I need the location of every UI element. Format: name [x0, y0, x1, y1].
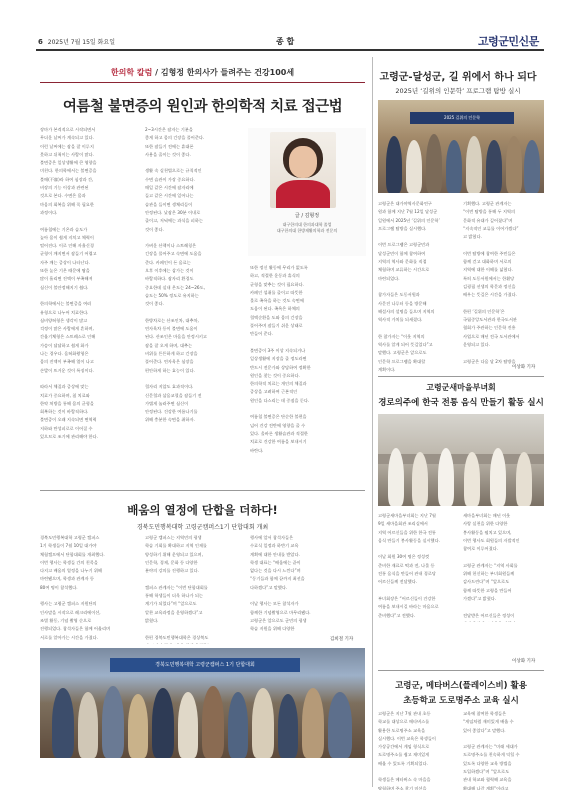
text-line: “동기들과 함께 끝까지 최선을 — [250, 576, 305, 582]
text-line: 치료가 중요하며, 침 치료와 — [40, 392, 90, 398]
columnist-name: 글 / 김형정 — [294, 213, 320, 219]
masthead: 고령군민신문 — [478, 35, 539, 48]
text-line: 것이 좋다. — [145, 226, 164, 232]
text-line: 생활 속 실천법으로는 규칙적인 — [145, 168, 202, 174]
text-line: 물로 족욕을 하는 것도 숙면에 — [250, 298, 304, 304]
text-line: 함께 걷고 대화하며 서로의 — [463, 259, 512, 265]
text-line: 역사적 가치를 되새겼다. — [378, 317, 423, 323]
text-line: 참여로 이루어졌다. — [463, 546, 499, 552]
text-line: 관내 학교와 협력해 교육을 — [463, 777, 512, 783]
text-line: 김굉필 선생의 학문과 정신을 — [463, 283, 516, 289]
text-line: 이날 행사는 모든 참석자가 — [250, 601, 299, 607]
text-line — [40, 642, 140, 644]
text-line: 말했다. 고령군은 앞으로도 — [378, 350, 427, 356]
text-line: 새마을부녀회는 매년 이웃 — [463, 513, 511, 518]
text-line: 회복하는 것이 바람직하다. — [40, 409, 89, 415]
text-line: 활용한 도로명주소 교육을 — [378, 727, 426, 733]
text-line: 사용을 줄이는 것이 좋다. — [145, 151, 191, 157]
text-line: 신문혈과 삼음교혈을 잠들기 전 — [145, 392, 202, 398]
text-line — [463, 241, 544, 249]
story2-photo-banner: 경북도민행복대학 고령군캠퍼스 1기 단합대회 — [110, 658, 300, 672]
text-line: 수면 습관이 가장 중요하다. — [145, 176, 195, 182]
text-line: 도로명주소를 친숙하게 익힐 수 — [463, 752, 520, 758]
story2-column-2 — [145, 534, 245, 644]
text-line: 있으므로 조기에 관리해야 한다. — [40, 433, 98, 439]
story2-column-3 — [250, 534, 365, 634]
text-line — [145, 159, 245, 167]
text-line: 된다. 산조인은 마음을 안정시키고 — [145, 334, 207, 340]
text-line: 이번 행사도 회원들의 자발적인 — [463, 537, 520, 543]
text-line: 음식 만들기 봉사활동을 실시했다. — [378, 537, 440, 543]
text-line: 한 참가자는 “이웃 지역의 — [378, 333, 425, 339]
text-line — [378, 324, 458, 332]
text-line: 전통 음식을 만들어 관내 경로당 — [378, 571, 436, 577]
lead-column-1 — [40, 126, 140, 472]
text-line — [378, 283, 458, 291]
text-line: 인사말을 시작으로 레크리에이션, — [40, 609, 101, 615]
text-line: 마련됐으며, 학생과 관계자 등 — [40, 576, 94, 582]
text-line: 넘어 건강 전반에 영향을 줄 수 — [250, 422, 306, 428]
text-line: 계획이다. — [378, 366, 396, 372]
text-line: 배울 수 있도록 기획되었다. — [378, 760, 428, 766]
right-section-rule-2 — [378, 670, 544, 671]
text-line: 고 밝혔다. — [463, 234, 482, 240]
text-line — [40, 592, 140, 600]
text-line: 한편 ‘길위의 인문학’은 — [463, 308, 505, 314]
section-divider — [40, 490, 365, 491]
story2-column-1 — [40, 534, 140, 644]
text-line: 고령군 관계자는 “미래 세대가 — [463, 744, 518, 750]
text-line: 특히 도동서원에서는 한훤당 — [463, 275, 515, 281]
right3-column-2 — [463, 710, 544, 790]
text-line: 것이 좋다. — [145, 301, 164, 307]
text-line: 한방차로는 산조인차, 대추차, — [145, 317, 199, 323]
text-line: 계획에 대한 안내를 받았다. — [250, 551, 300, 557]
text-line — [145, 375, 245, 383]
text-line: 한약 처방을 통해 몸의 균형을 — [40, 400, 94, 406]
text-line: 마음의 회복을 위해 꼭 필요한 — [40, 201, 94, 207]
text-line: 한편 경북도민행복대학은 경상북도 — [145, 634, 209, 640]
text-line: 고령군은 대가야역사문화연구 — [378, 201, 432, 206]
text-line: 해설사의 설명을 들으며 지역의 — [378, 308, 435, 314]
text-line: 이날 회원 30여 명은 정성껏 — [378, 554, 430, 560]
text-line: 바람직하다. 잠자리 환경도 — [145, 276, 194, 282]
text-line: 도입하겠다”며 “앞으로도 — [463, 769, 510, 775]
lead-column-2 — [145, 126, 245, 472]
text-line: 이번 탐방에 참여한 주민들은 — [463, 250, 516, 256]
text-line: 바란다. — [250, 447, 264, 453]
right3-headline: 고령군, 메타버스(플레이스비) 활용 — [395, 681, 527, 691]
right3-headline-line2: 초등학교 도로명주소 교육 실시 — [403, 696, 519, 706]
text-line: 높아 몸이 쉽게 지치고 체력이 — [40, 234, 94, 240]
lead-headline: 여름철 불면증의 원인과 한의학적 치료 접근법 — [62, 98, 343, 115]
text-line: 참가자들은 도동서원과 — [378, 292, 420, 298]
text-line: 배우는 뜻깊은 시간을 가졌다. — [463, 292, 517, 298]
text-line: 부녀회장은 “어르신들이 건강한 — [378, 595, 436, 601]
text-line: 80여 명이 참석했다. — [40, 584, 78, 590]
text-line: 오후 이후에는 삼가는 것이 — [145, 268, 194, 274]
text-line: 프로그램 탐방을 실시했다. — [378, 225, 427, 231]
text-line: 체험캠프에서 단합대회를 개최했다. — [40, 551, 105, 557]
text-line: 분야의 강의를 진행하고 있다. — [145, 568, 199, 574]
text-line: 만들어 준다. — [250, 331, 273, 337]
text-line: 탐험하며 주소 찾기 미션을 — [378, 785, 427, 790]
text-line: 지역 어르신들을 위한 한국 전통 — [378, 529, 436, 535]
text-line — [378, 587, 458, 595]
text-line: 다지고 배움의 열정을 나누기 위해 — [40, 568, 102, 574]
text-line: 여름철 불면증은 단순한 불편을 — [250, 414, 307, 420]
text-line — [463, 300, 544, 308]
text-line: 연자육차 등이 불면에 도움이 — [145, 326, 198, 332]
text-line: 여름을 보내시길 바라는 마음으로 — [378, 604, 439, 610]
text-line: 마련되었다. — [378, 275, 400, 281]
text-line: 습도는 50% 정도로 유지하는 — [145, 292, 199, 298]
text-line: 가겠다”고 밝혔다. — [463, 595, 497, 601]
text-line: 준비한 재료로 떡과 전, 나물 등 — [378, 562, 435, 568]
text-line: 사랑 실천을 위한 다양한 — [463, 521, 508, 527]
text-line: 함께한 기념촬영으로 마무리됐다. — [250, 609, 311, 615]
text-line: 혈자리 지압도 효과적이다. — [145, 384, 194, 390]
text-line: 위해 헌신하는 부녀회원들께 — [463, 571, 515, 577]
kicker-rule — [40, 82, 365, 83]
text-line: 협회가 주관하는 인문학 진흥 — [463, 325, 516, 331]
text-line: 안정된다. 건강한 여름나기를 — [145, 409, 198, 415]
text-line: “게임처럼 재미있게 배울 수 — [463, 719, 514, 725]
right-section-rule-1 — [378, 376, 544, 377]
story2-headline: 배움의 열정에 단합을 더하다! — [127, 503, 278, 517]
text-line: 매일 같은 시간에 잠자리에 — [145, 185, 194, 191]
text-line: 카페인 섭취를 줄이고 따뜻한 — [250, 289, 303, 295]
text-line: 반드시 전문가와 상담하여 정확한 — [250, 364, 311, 370]
text-line: 떨어진다. 이로 인해 자율신경 — [40, 243, 94, 249]
text-line: 지역에 대한 이해를 넓혔다. — [463, 267, 513, 273]
text-line: 다하겠다”고 말했다. — [250, 584, 288, 590]
text-line — [463, 620, 544, 622]
text-line — [378, 768, 458, 776]
text-line — [250, 405, 365, 413]
right1-photo-banner: 2025 길위의 인문학 — [410, 112, 514, 124]
text-line: 원과 함께 지난 7월 12일 달성군 — [378, 209, 438, 215]
text-line: 2~3시간은 잠자는 기분을 — [145, 127, 193, 132]
issue-date: 2025년 7월 15일 화요일 — [47, 39, 116, 46]
text-line: 편안하게 하는 효능이 있다. — [145, 367, 195, 373]
text-line: 불면증이 3주 이상 지속되거나 — [250, 347, 306, 353]
columnist-credentials: 대구한의대 한의과대학 졸업 대구한의대 한방재활의학과 전문의 — [276, 222, 338, 234]
text-line: 증상을 고려하여 근본적인 — [250, 389, 298, 395]
text-line: 있어 좋았다”고 말했다. — [463, 727, 506, 733]
text-line: 운영되고 있다. — [463, 342, 490, 348]
text-line: 지역의 역사와 문화를 직접 — [378, 259, 427, 265]
right2-column-1 — [378, 512, 458, 622]
text-line: 일원에서 2025년 ‘길위의 인문학’ — [378, 217, 440, 223]
text-line: 고령군은 지난 7월 관내 초등 — [378, 711, 431, 716]
text-line: 행사에 앞서 참석자들은 — [250, 535, 294, 540]
text-line: 간울기체형은 스트레스로 인해 — [40, 334, 96, 340]
text-line: 또한 높은 기온 때문에 땀을 — [40, 268, 90, 274]
text-line: 줄이고, 저녁에는 과식을 피하는 — [145, 218, 203, 224]
text-line: 원인을 찾는 것이 중요하다. — [250, 372, 300, 378]
text-line: 중요한데 실내 온도는 24~26도, — [145, 284, 205, 290]
text-line — [145, 234, 245, 242]
text-line: 준다. 카페인이 든 음료는 — [145, 259, 191, 265]
text-line: 풀어주며 잠들기 쉬운 상태로 — [250, 323, 303, 329]
lead-kicker — [40, 67, 365, 78]
column-divider — [372, 57, 373, 787]
text-line: 좋게 하고 몸의 긴장을 풀어준다. — [145, 135, 205, 141]
text-line: 서로를 알아가는 시간을 가졌다. — [40, 634, 98, 640]
text-line: 고령군은 앞으로도 군민의 평생 — [250, 617, 307, 623]
text-line: 도움이 된다. 족욕은 하체의 — [250, 306, 300, 312]
text-line: 불면증은 일상생활에 큰 영향을 — [40, 160, 97, 166]
page-header-left — [38, 37, 115, 46]
text-line — [40, 292, 140, 300]
right2-column-2 — [463, 512, 544, 622]
text-line: 체험하며 교류하는 시간으로 — [378, 267, 430, 273]
text-line: 국립중앙도서관과 한국도서관 — [463, 317, 517, 323]
text-line: 통해 학생들이 더욱 하나가 되는 — [145, 593, 203, 599]
text-line: 여름철에는 기온과 습도가 — [40, 226, 88, 232]
right3-column-1 — [378, 710, 458, 790]
text-line: 따라서 체질과 증상에 맞는 — [40, 384, 89, 390]
text-line — [463, 735, 544, 743]
text-line: 한의학에서는 불면증을 여러 — [40, 301, 92, 307]
text-line: 인문학 프로그램을 확대할 — [378, 358, 426, 364]
text-line: 준비했다”고 전했다. — [378, 612, 416, 618]
text-line: 이번 프로그램은 고령군민과 — [378, 242, 430, 248]
text-line: 것으로 본다. 수면은 몸과 — [40, 193, 86, 199]
text-line: 잠을 잘 오게 하며, 대추는 — [145, 342, 193, 348]
text-line: 가상공간에서 게임 형식으로 — [378, 744, 430, 750]
text-line: 무더운 날씨가 계속되고 있다. — [40, 135, 94, 141]
right1-column-2 — [463, 200, 544, 364]
text-line: 없다는 것을 다시 느낀다”며 — [250, 568, 301, 574]
text-line: 균형이 깨지면서 잠들기 어렵고 — [40, 251, 97, 257]
text-line — [250, 592, 365, 600]
text-line: 가슴이 답답하고 쉽게 화가 — [40, 342, 89, 348]
right2-kicker: 고령군새마을부녀회 — [426, 383, 496, 392]
text-line: 함께 따뜻한 고령을 만들어 — [463, 587, 512, 593]
text-line: 기획했다. 고령군 관계자는 — [463, 201, 512, 206]
text-line — [250, 339, 365, 347]
text-line: 미친다. 한의학에서는 불면증을 — [40, 168, 97, 174]
right1-subheadline: 2025년 ‘길위의 인문학’ 프로그램 탐방 실시 — [395, 87, 521, 95]
story2-subheadline: 경북도민행복대학 고령군캠퍼스1기 단합대회 개최 — [136, 524, 269, 531]
text-line: 걱정이 많은 사람에게 흔하며, — [40, 326, 94, 332]
text-line: “지속적인 교류를 이어가겠다” — [463, 225, 519, 231]
text-line: 학습 기회를 확대하고 지역 인재를 — [145, 543, 207, 549]
text-line: 불면증이 오래 지속되면 면역력 — [40, 417, 97, 423]
text-line: 가볍게 눌러주면 심신이 — [145, 400, 189, 406]
text-line — [145, 575, 245, 583]
right1-headline: 고령군-달성군, 길 위에서 하나 되다 — [379, 72, 537, 83]
text-line: 균형을 맞추는 것이 필요하다. — [250, 281, 304, 287]
text-line — [463, 349, 544, 357]
right2-headline: 경로의주에 한국 전통 음식 만들기 활동 실시 — [378, 398, 544, 408]
text-line — [463, 603, 544, 611]
text-line: 사문진 나루터 등을 방문해 — [378, 300, 427, 306]
text-line: 또한 잠들기 전에는 휴대폰 — [145, 143, 194, 149]
text-line: 나는 경우다. 음허화왕형은 — [40, 351, 89, 357]
text-line: 고령군은 다음 달 2차 탐방을 — [463, 358, 516, 364]
text-line: 학교를 대상으로 메타버스를 — [378, 719, 430, 725]
text-line: 학습 지원을 위해 다양한 — [250, 626, 295, 632]
text-line: 치료로 건강한 여름을 보내시기 — [250, 439, 307, 445]
text-line: 수료식 일정과 하반기 교육 — [250, 543, 299, 549]
text-line: 있도록 다양한 교육 방법을 — [463, 760, 512, 766]
text-line — [145, 642, 245, 644]
text-line: 경북도민행복대학 고령군 캠퍼스 — [40, 535, 100, 540]
text-line: 양성하기 위해 운영되고 있으며, — [145, 551, 203, 557]
kicker-column-name: 한의학 칼럼 — [110, 68, 153, 77]
text-line: 조별 활동, 기념 촬영 순으로 — [40, 617, 92, 623]
text-line: 한의학적 치료는 개인의 체질과 — [250, 381, 307, 387]
text-line: 9일 새마을회관 조리실에서 — [378, 521, 428, 527]
text-line: 알찬 교육과정을 운영하겠다”고 — [145, 609, 203, 615]
text-line: 일상생활에 지장을 줄 정도라면 — [250, 356, 307, 362]
text-line: 밝혔다. — [145, 617, 159, 623]
text-line: 달성군민이 함께 참여하여 — [378, 250, 426, 256]
columnist-portrait — [270, 132, 336, 208]
text-line: 고령군새마을부녀회는 지난 7월 — [378, 513, 436, 518]
text-line: 사업으로 매년 전국 도서관에서 — [463, 333, 520, 339]
right2-cooking-photo — [378, 414, 544, 506]
text-line — [145, 625, 245, 633]
text-line: 행사는 고령군 캠퍼스 지원단의 — [40, 601, 97, 607]
text-line: 진행되었다. 참석자들은 함께 어울리며 — [40, 626, 111, 632]
text-line: 혈액순환을 도와 몸의 긴장을 — [250, 314, 303, 320]
right1-byline: 이상화 기자 — [512, 365, 536, 370]
text-line: “이번 탐방을 통해 두 지역의 — [463, 209, 515, 215]
text-line: 1기 학생들이 7월 10일 대가야 — [40, 543, 97, 549]
text-line: 캠퍼스 관계자는 “이번 단합대회를 — [145, 584, 208, 590]
text-line: 고령군 캠퍼스는 지역민의 평생 — [145, 535, 202, 540]
text-line: 자주 깨는 증상이 나타난다. — [40, 259, 90, 265]
text-line: 안정된다. 낮잠은 30분 이내로 — [145, 209, 201, 215]
text-line: 이번 행사는 학생들 간의 친목을 — [40, 559, 98, 565]
text-line: 이런 날씨에는 잠을 잘 이루지 — [40, 143, 94, 149]
text-line: 심신이 불안정해지기 쉽다. — [40, 284, 89, 290]
lead-column-3 — [250, 264, 365, 469]
text-line: 고령군 관계자는 “지역 사회를 — [463, 562, 518, 568]
text-line: 또한 정신 활동에 무리가 없도록 — [250, 265, 308, 270]
page-number: 6 — [38, 38, 43, 46]
text-line: 학생 대표는 “배움에는 끝이 — [250, 559, 301, 565]
header-rule — [36, 49, 544, 51]
text-line: 문화적 유대가 깊어졌다”며 — [463, 217, 513, 223]
text-line: 교육에 참여한 학생들은 — [463, 711, 507, 716]
text-line — [40, 375, 140, 383]
text-line: 실시했다. 이번 교육은 학생들이 — [378, 735, 436, 741]
text-line: 확대해 나갈 계획”이라고 — [463, 785, 509, 790]
text-line — [40, 217, 140, 225]
text-line: 들고 같은 시간에 일어나는 — [145, 193, 194, 199]
right2-byline: 이상화 기자 — [512, 659, 536, 664]
text-line: 풀어준다. 연자육은 심장을 — [145, 359, 194, 365]
text-line: 불매(不寐)라 하여 심장과 간, — [40, 176, 94, 182]
story2-byline: 김희철 기자 — [330, 637, 354, 642]
text-line — [378, 233, 458, 241]
text-line: 비위를 튼튼하게 하고 긴장을 — [145, 351, 198, 357]
text-line: 손발이 뜨거운 것이 특징이다. — [40, 367, 94, 373]
text-line: 장마가 본격적으로 시작되면서 — [40, 127, 96, 132]
right1-column-1 — [378, 200, 458, 372]
text-line — [145, 309, 245, 317]
text-line: 전달받은 어르신들은 정성이 — [463, 612, 515, 618]
text-line: 많이 흘리면 진액이 부족해져 — [40, 276, 93, 282]
text-line: 감사드린다”며 “앞으로도 — [463, 579, 510, 585]
text-line: 계기가 되었다”며 “앞으로도 — [145, 601, 197, 607]
text-line: 못하고 뒤척이는 사람이 많다. — [40, 151, 94, 157]
text-line — [463, 553, 544, 561]
text-line: 가벼운 산책이나 스트레칭은 — [145, 243, 197, 249]
text-line: 과정이다. — [40, 209, 58, 215]
text-line: 봉사활동을 펼치고 있으며, — [463, 529, 512, 535]
text-line: 역사를 알게 되어 뜻깊었다”고 — [378, 342, 433, 348]
text-line: 긴장을 풀어주고 숙면에 도움을 — [145, 251, 202, 257]
text-line: 하고, 적절한 운동과 휴식의 — [250, 273, 300, 279]
kicker-author: / 김형정 한의사가 들려주는 건강100세 — [152, 68, 295, 77]
text-line: 인문학, 경제, 문화 등 다양한 — [145, 559, 198, 565]
text-line: 원인을 다스리는 데 중점을 둔다. — [250, 397, 310, 403]
text-line — [378, 545, 458, 553]
text-line: 심비양허형은 생각이 많고 — [40, 317, 88, 323]
text-line: 도로명주소를 쉽고 재미있게 — [378, 752, 430, 758]
text-line: 저하와 만성피로로 이어질 수 — [40, 425, 93, 431]
section-label: 종 합 — [276, 37, 295, 46]
text-line: 비장의 기능 이상과 관련된 — [40, 185, 89, 191]
text-line: 몸의 진액이 부족해 열이 나고 — [40, 359, 94, 365]
text-line: 있다. 올바른 생활습관과 적절한 — [250, 430, 308, 436]
text-line: 습관을 들이면 생체리듬이 — [145, 201, 193, 207]
text-line: 어르신들께 전달했다. — [378, 579, 418, 585]
text-line: 위해 충분한 숙면을 취하자. — [145, 417, 195, 423]
text-line: 유형으로 나누어 치료한다. — [40, 309, 89, 315]
text-line: 학생들은 메타버스 속 마을을 — [378, 777, 431, 783]
